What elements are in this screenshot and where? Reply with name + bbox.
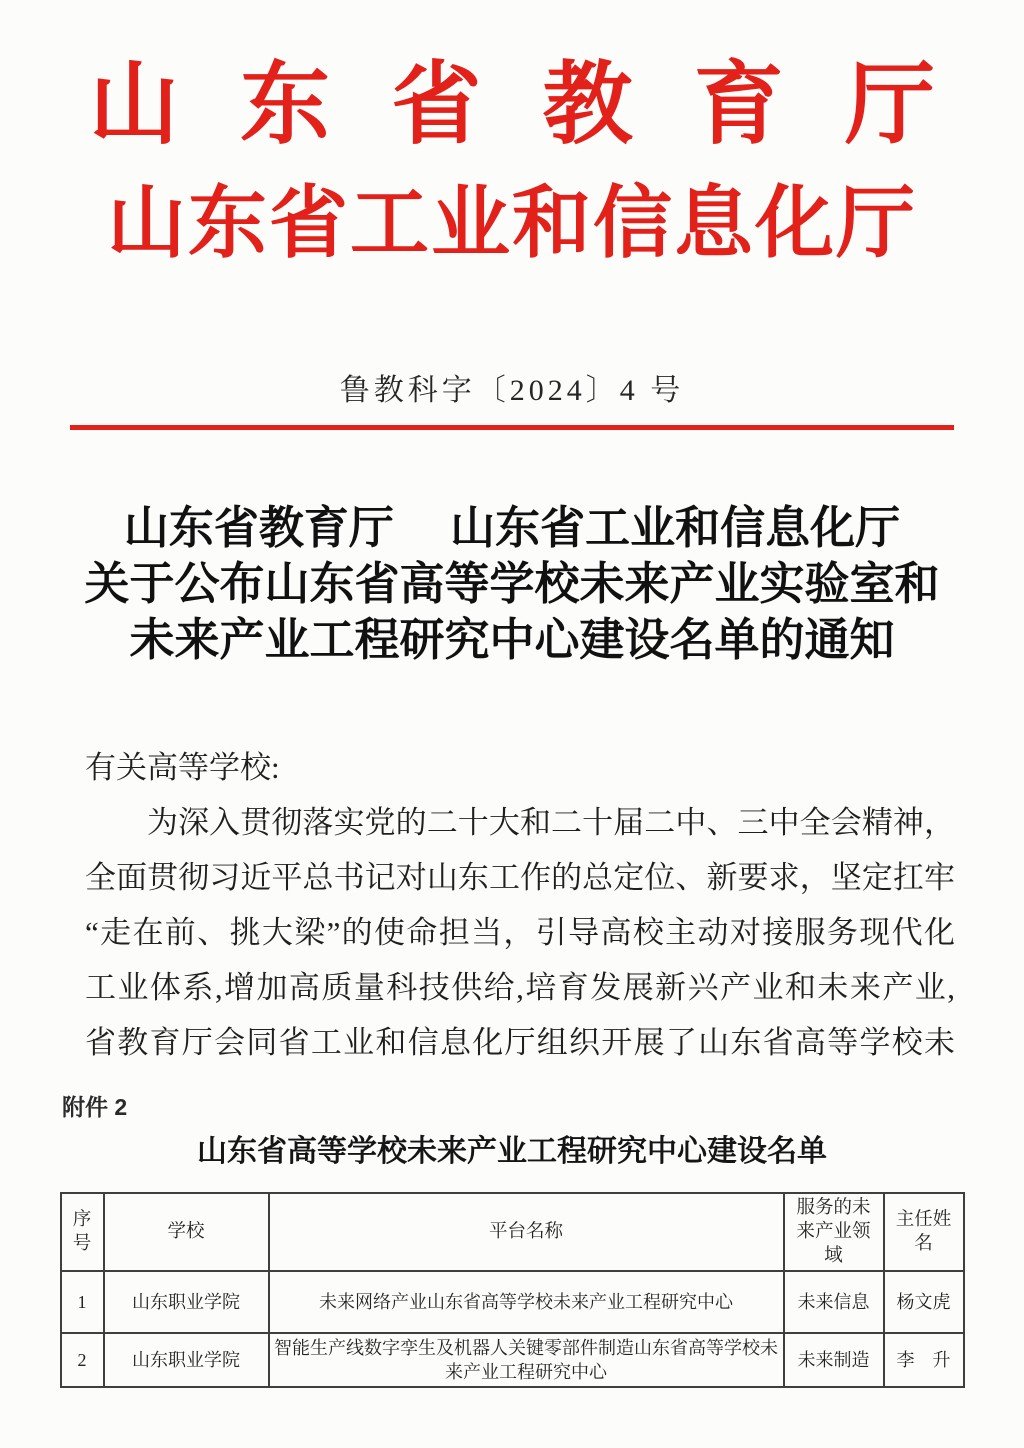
cell-platform: 未来网络产业山东省高等学校未来产业工程研究中心 xyxy=(269,1271,784,1333)
cell-field: 未来制造 xyxy=(784,1333,884,1387)
cell-field: 未来信息 xyxy=(784,1271,884,1333)
notice-title-line2: 关于公布山东省高等学校未来产业实验室和 xyxy=(84,559,940,609)
document-number: 鲁教科字〔2024〕4 号 xyxy=(339,374,685,407)
col-header-field: 服务的未来产业领域 xyxy=(784,1193,884,1271)
body-line: “走在前、挑大梁”的使命担当，引导高校主动对接服务现代化 xyxy=(85,915,955,950)
body-line: 工业体系,增加高质量科技供给,培育发展新兴产业和未来产业, xyxy=(85,970,955,1005)
salutation-line: 有关高等学校: xyxy=(85,750,280,785)
col-header-seq: 序号 xyxy=(61,1193,104,1271)
col-header-school: 学校 xyxy=(104,1193,269,1271)
notice-title-line1: 山东省教育厅 山东省工业和信息化厅 xyxy=(123,503,901,553)
cell-seq: 1 xyxy=(61,1271,104,1333)
col-header-platform: 平台名称 xyxy=(269,1193,784,1271)
construction-list-table xyxy=(60,1192,965,1388)
table-row xyxy=(61,1333,964,1387)
cell-platform: 智能生产线数字孪生及机器人关键零部件制造山东省高等学校未来产业工程研究中心 xyxy=(269,1333,784,1387)
col-header-director: 主任姓名 xyxy=(884,1193,964,1271)
red-divider-rule xyxy=(70,425,954,430)
notice-title xyxy=(0,500,1024,668)
table-header-row xyxy=(61,1193,964,1271)
org-name-line2: 山东省工业和信息化厅 xyxy=(107,181,917,268)
table-title: 山东省高等学校未来产业工程研究中心建设名单 xyxy=(197,1135,827,1168)
notice-body xyxy=(85,740,955,1070)
letterhead xyxy=(0,58,1024,267)
body-line: 省教育厅会同省工业和信息化厅组织开展了山东省高等学校未 xyxy=(85,1025,955,1060)
body-line: 全面贯彻习近平总书记对山东工作的总定位、新要求，坚定扛牢 xyxy=(85,860,955,895)
cell-director: 李 升 xyxy=(884,1333,964,1387)
table-row xyxy=(61,1271,964,1333)
notice-title-line3: 未来产业工程研究中心建设名单的通知 xyxy=(129,615,895,665)
cell-school: 山东职业学院 xyxy=(104,1333,269,1387)
cell-director: 杨文虎 xyxy=(884,1271,964,1333)
cell-seq: 2 xyxy=(61,1333,104,1387)
org-name-line1: 山东省教育厅 xyxy=(88,56,997,155)
attachment-label: 附件 2 xyxy=(62,1094,128,1120)
body-line: 为深入贯彻落实党的二十大和二十届二中、三中全会精神， xyxy=(147,805,955,840)
cell-school: 山东职业学院 xyxy=(104,1271,269,1333)
